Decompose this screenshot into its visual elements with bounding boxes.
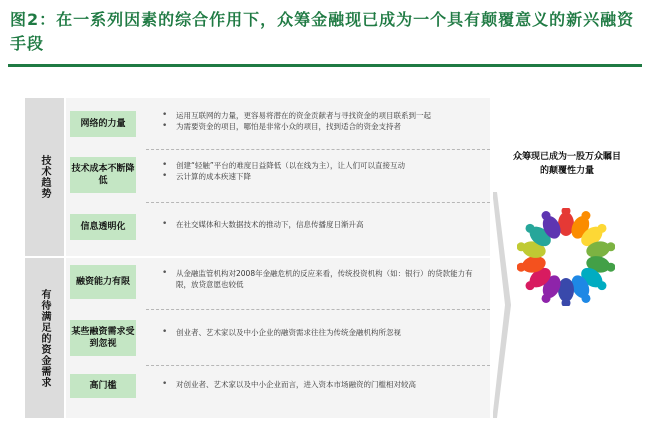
chevron-arrow-icon [493,192,511,418]
bullet: • 为需要资金的项目，哪怕是非常小众的项目，找到适合的资金支持者 [162,121,478,132]
bullet: • 对创业者、艺术家以及中小企业而言，进入资本市场融资的门槛相对较高 [162,379,478,390]
title-underline [8,64,642,67]
ring-center [546,237,586,277]
figure-head [542,211,551,220]
bullets-neglected-needs [162,327,478,338]
figure-head [606,242,615,251]
bullet: • 在社交媒体和大数据技术的推动下，信息传播度日渐升高 [162,219,478,230]
bullet: • 从金融监管机构对2008年金融危机的反应来看，传统投资机构（如：银行）的贷款能力有限，放贷意愿也较低 [162,268,478,290]
bullet: • 云计算的成本疾速下降 [162,171,478,182]
bullet: • 运用互联网的力量，更容易将潜在的资金贡献者与寻找资金的项目联系到一起 [162,110,478,121]
row-divider [146,365,490,366]
figure-head [597,224,606,233]
factor-box-network: 网络的力量 [70,111,136,137]
bullet: • 创业者、艺术家以及中小企业的融资需求往往为传统金融机构所忽视 [162,327,478,338]
page-title: 图2：在一系列因素的综合作用下，众筹金融现已成为一个具有颠覆意义的新兴融资手段 [10,10,635,53]
bullets-financing-capacity [162,268,478,290]
figure-head [517,242,526,251]
bullets-transparency [162,219,478,230]
section-label-need: 有待满足的资金需求 [25,258,64,418]
row-divider [146,149,490,150]
bullets-network [162,110,478,132]
figure-head [581,294,590,303]
bullets-tech-cost [162,160,478,182]
figure-head [542,294,551,303]
figure-head [581,211,590,220]
conclusion-text: 众筹现已成为一股万众瞩目的颠覆性力量 [512,152,621,176]
people-ring-icon [517,208,615,306]
factor-box-financing-capacity: 融资能力有限 [70,265,136,299]
figure-head [606,263,615,272]
figure-head [517,263,526,272]
row-divider [146,202,490,203]
factor-box-high-threshold: 高门槛 [70,374,136,398]
section-label-tech: 技术趋势 [25,98,64,256]
factor-box-tech-cost: 技术成本不断降低 [70,157,136,193]
figure-head [526,224,535,233]
figure-head [526,281,535,290]
bullet: • 创建“轻触”平台的难度日益降低（以在线为主），让人们可以直接互动 [162,160,478,171]
factor-box-neglected-needs: 某些融资需求受到忽视 [70,320,136,356]
figure-head [597,281,606,290]
row-divider [146,309,490,310]
factor-box-transparency: 信息透明化 [70,214,136,240]
bullets-high-threshold [162,379,478,390]
